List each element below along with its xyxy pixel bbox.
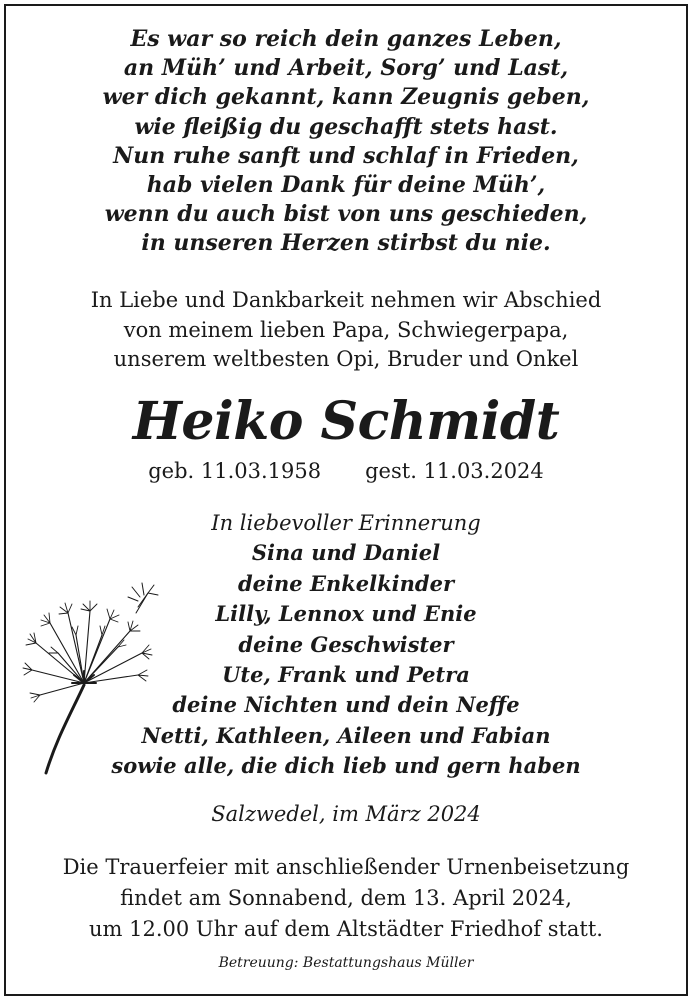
poem-line: wer dich gekannt, kann Zeugnis geben, xyxy=(102,84,590,111)
life-dates xyxy=(0,455,692,487)
birth-date: geb. 11.03.1958 xyxy=(148,459,322,483)
intro-line: von meinem lieben Papa, Schwiegerpapa, xyxy=(123,317,569,342)
intro-line: unserem weltbesten Opi, Bruder und Onkel xyxy=(113,347,579,371)
ceremony-line: um 12.00 Uhr auf dem Altstädter Friedhof statt. xyxy=(89,917,603,941)
farewell-intro xyxy=(0,286,692,375)
poem-line: wenn du auch bist von uns geschieden, xyxy=(104,201,588,228)
intro-line: In Liebe und Dankbarkeit nehmen wir Abschied xyxy=(90,288,602,312)
death-date: gest. 11.03.2024 xyxy=(365,459,544,483)
ceremony-info xyxy=(0,852,692,945)
funeral-home-credit: Betreuung: Bestattungshaus Müller xyxy=(218,955,474,971)
ceremony-line: Die Trauerfeier mit anschließender Urnenbeisetzung xyxy=(62,855,630,879)
mourner-line: Sina und Daniel xyxy=(251,540,441,566)
mourner-line: Lilly, Lennox und Enie xyxy=(215,601,477,627)
deceased-name: Heiko Schmidt xyxy=(132,391,560,452)
mourner-line: Netti, Kathleen, Aileen und Fabian xyxy=(141,722,551,748)
poem-line: in unseren Herzen stirbst du nie. xyxy=(141,230,551,257)
poem-line: Es war so reich dein ganzes Leben, xyxy=(130,26,562,52)
poem-line: wie fleißig du geschafft stets hast. xyxy=(134,113,558,140)
mourner-line: sowie alle, die dich lieb und gern haben xyxy=(111,753,581,779)
poem xyxy=(0,25,692,259)
place-and-date: Salzwedel, im März 2024 xyxy=(211,802,481,826)
poem-line: hab vielen Dank für deine Müh’, xyxy=(146,172,546,199)
dandelion-icon xyxy=(18,535,168,780)
mourner-line: deine Enkelkinder xyxy=(237,570,455,596)
poem-line: Nun ruhe sanft und schlaf in Frieden, xyxy=(113,142,579,169)
ceremony-line: findet am Sonnabend, dem 13. April 2024, xyxy=(120,886,572,910)
mourner-line: Ute, Frank und Petra xyxy=(222,662,470,688)
mourner-line: deine Nichten und dein Neffe xyxy=(172,692,520,718)
poem-line: an Müh’ und Arbeit, Sorg’ und Last, xyxy=(123,55,569,82)
mourner-line: deine Geschwister xyxy=(238,631,454,657)
mourners-lead: In liebevoller Erinnerung xyxy=(211,511,481,535)
